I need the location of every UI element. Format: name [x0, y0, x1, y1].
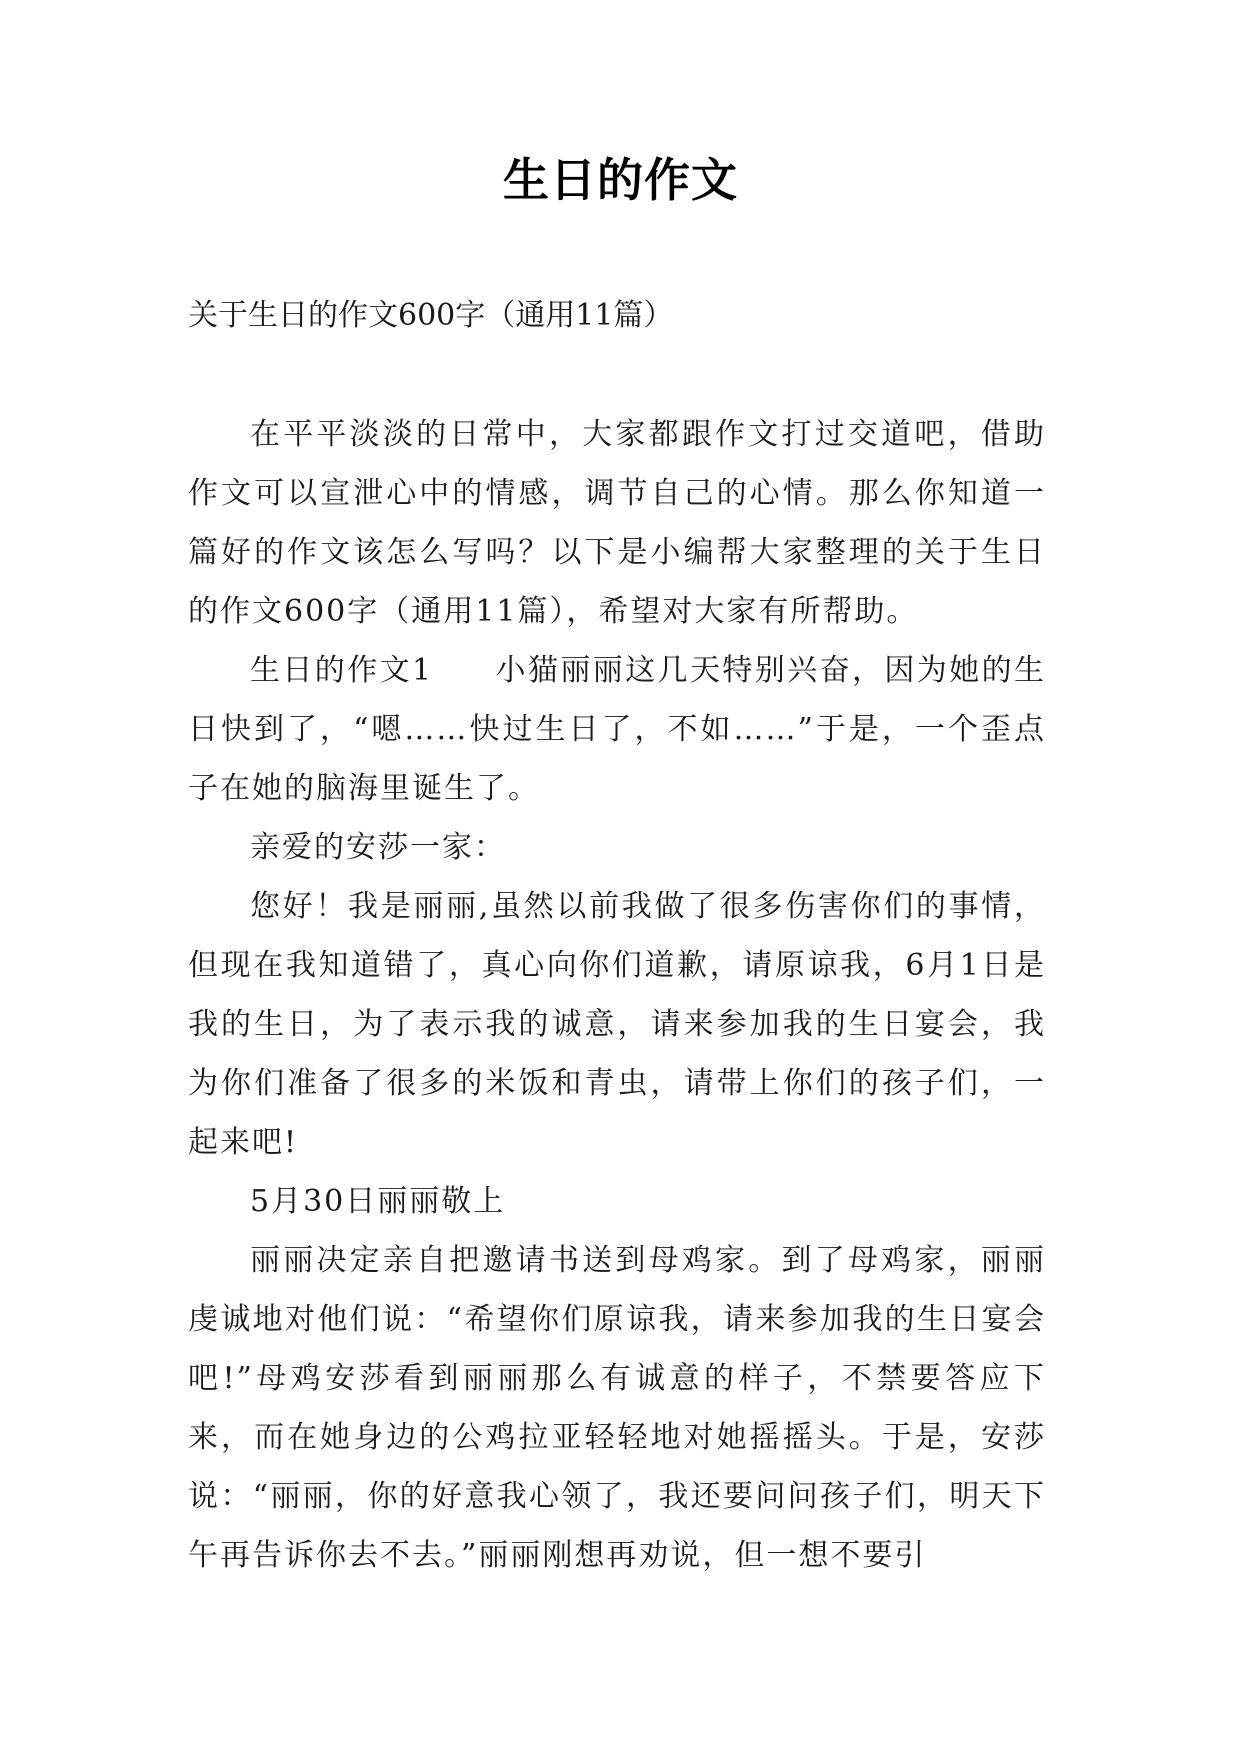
page-title: 生日的作文 [503, 153, 738, 207]
document-body [188, 405, 1046, 1585]
essay-text: 小猫丽丽这几天特别兴奋，因为她的生日快到了，“嗯……快过生日了，不如……”于是，一个歪点子在她的脑海里诞生了。 [188, 653, 1047, 806]
essay-heading: 生日的作文1 [250, 653, 434, 688]
document-subtitle: 关于生日的作文600字（通用11篇） [188, 298, 674, 333]
paragraph-intro: 在平平淡淡的日常中，大家都跟作文打过交道吧，借助作文可以宣泄心中的情感，调节自己的心情。那么你知道一篇好的作文该怎么写吗？以下是小编帮大家整理的关于生日的作文600字（通用11篇），希望对大家有所帮助。 [188, 417, 1046, 629]
paragraph-essay-1-opening [188, 641, 1046, 818]
paragraph-story: 丽丽决定亲自把邀请书送到母鸡家。到了母鸡家，丽丽虔诚地对他们说：“希望你们原谅我，请来参加我的生日宴会吧!”母鸡安莎看到丽丽那么有诚意的样子，不禁要答应下来，而在她身边的公鸡拉亚轻轻地对她摇摇头。于是，安莎说：“丽丽，你的好意我心领了，我还要问问孩子们，明天下午再告诉你去不去。”丽丽刚想再劝说，但一想不要引 [188, 1243, 1046, 1573]
paragraph-letter-body: 您好！我是丽丽,虽然以前我做了很多伤害你们的事情，但现在我知道错了，真心向你们道歉，请原谅我，6月1日是我的生日，为了表示我的诚意，请来参加我的生日宴会，我为你们准备了很多的米饭和青虫，请带上你们的孩子们，一起来吧! [188, 889, 1046, 1160]
paragraph-signature: 5月30日丽丽敬上 [250, 1184, 506, 1219]
paragraph-salutation: 亲爱的安莎一家： [250, 830, 506, 865]
